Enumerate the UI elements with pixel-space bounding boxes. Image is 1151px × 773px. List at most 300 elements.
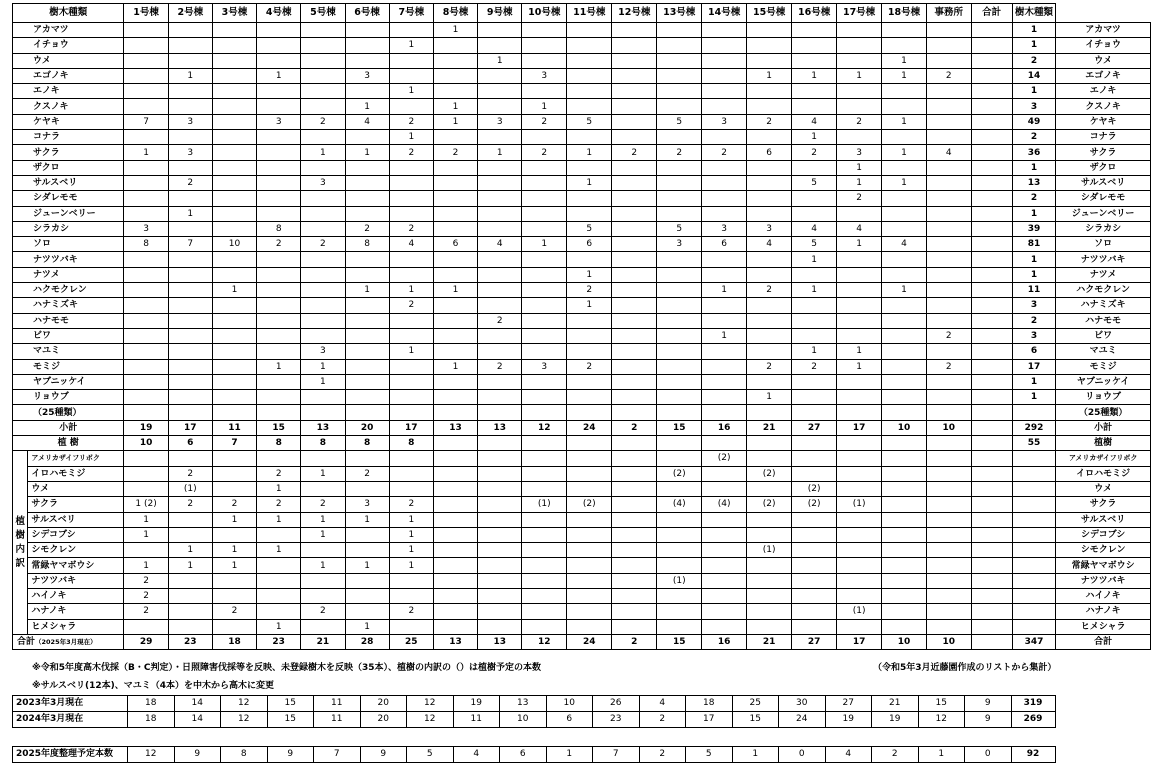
count-cell [927, 221, 972, 236]
grand-total-text: 合計 [17, 637, 36, 648]
breakdown-cell [657, 619, 702, 634]
count-cell: 1 [433, 23, 477, 38]
note-height-change: ※サルスベリ(12本)、マユミ（4本）を中木から高木に変更 [32, 681, 275, 691]
count-cell: 1 [882, 68, 927, 83]
species-name: マユミ [13, 344, 124, 359]
breakdown-cell: 1 [257, 481, 301, 496]
count-cell [612, 130, 657, 145]
count-cell [792, 328, 837, 343]
species-name-right: イチョウ [1056, 38, 1151, 53]
breakdown-row [13, 573, 1151, 588]
species-name: ナツツバキ [13, 252, 124, 267]
count-cell [345, 267, 389, 282]
species-row [13, 283, 1151, 298]
plan-cell: 8 [221, 747, 268, 763]
count-cell: 1 [257, 359, 301, 374]
count-cell [345, 328, 389, 343]
count-cell [389, 405, 433, 420]
breakdown-cell [478, 497, 522, 512]
breakdown-cell [478, 558, 522, 573]
count-cell [837, 252, 882, 267]
count-cell: 3 [702, 221, 747, 236]
breakdown-cell: 1 [168, 558, 212, 573]
breakdown-total [1012, 588, 1055, 603]
count-cell [657, 38, 702, 53]
count-cell [657, 252, 702, 267]
count-cell [792, 267, 837, 282]
count-cell [345, 84, 389, 99]
breakdown-cell: 1 [168, 543, 212, 558]
count-cell [124, 68, 168, 83]
count-cell [837, 374, 882, 389]
count-cell: 2 [522, 114, 567, 129]
breakdown-cell: (1) [837, 604, 882, 619]
row-total: 2 [1012, 313, 1055, 328]
count-cell [257, 298, 301, 313]
breakdown-cell: 1 [389, 558, 433, 573]
breakdown-cell [927, 497, 972, 512]
count-cell [124, 390, 168, 405]
count-cell [433, 374, 477, 389]
history-cell: 20 [360, 696, 407, 712]
count-cell [433, 221, 477, 236]
breakdown-cell [612, 466, 657, 481]
breakdown-cell [433, 451, 477, 466]
planted-cell [657, 436, 702, 451]
breakdown-cell: 1 [389, 512, 433, 527]
breakdown-cell [567, 543, 612, 558]
subtotal-cell: 2 [612, 420, 657, 435]
plan-cell: 12 [128, 747, 175, 763]
breakdown-cell [927, 573, 972, 588]
row-total: 1 [1012, 23, 1055, 38]
breakdown-cell [522, 451, 567, 466]
count-cell [345, 38, 389, 53]
breakdown-cell [882, 481, 927, 496]
history-cell: 17 [686, 712, 733, 728]
count-cell [212, 374, 256, 389]
breakdown-cell [971, 558, 1012, 573]
count-cell [971, 237, 1012, 252]
breakdown-name: アメリカザイフリボク [28, 451, 124, 466]
count-cell [927, 237, 972, 252]
row-total: 1 [1012, 252, 1055, 267]
grand-total-cell: 12 [522, 634, 567, 649]
breakdown-title-char: 訳 [15, 557, 25, 569]
breakdown-cell [837, 573, 882, 588]
count-cell [301, 191, 345, 206]
grand-total-cell: 10 [927, 634, 972, 649]
count-cell [124, 328, 168, 343]
count-cell [478, 130, 522, 145]
count-cell [927, 130, 972, 145]
count-cell [612, 390, 657, 405]
count-cell: 1 [301, 145, 345, 160]
row-total: 17 [1012, 359, 1055, 374]
count-cell: 2 [657, 145, 702, 160]
count-cell [389, 191, 433, 206]
count-cell [478, 68, 522, 83]
history-cell: 12 [407, 712, 454, 728]
breakdown-cell [882, 466, 927, 481]
count-cell [168, 160, 212, 175]
count-cell [389, 359, 433, 374]
history-cell: 4 [639, 696, 686, 712]
history-cell: 26 [593, 696, 640, 712]
breakdown-cell [478, 588, 522, 603]
breakdown-cell [927, 512, 972, 527]
count-cell: 1 [747, 68, 792, 83]
count-cell [612, 114, 657, 129]
count-cell [927, 390, 972, 405]
breakdown-cell [971, 619, 1012, 634]
count-cell [212, 130, 256, 145]
history-cell: 15 [918, 696, 965, 712]
breakdown-cell [612, 543, 657, 558]
history-cell: 24 [779, 712, 826, 728]
count-cell [478, 390, 522, 405]
species-row [13, 237, 1151, 252]
breakdown-cell [433, 604, 477, 619]
breakdown-cell [612, 588, 657, 603]
count-cell [927, 252, 972, 267]
planted-cell [837, 436, 882, 451]
header-cell: 15号棟 [747, 4, 792, 23]
count-cell [971, 283, 1012, 298]
row-total: 1 [1012, 374, 1055, 389]
row-total: 1 [1012, 38, 1055, 53]
count-cell: 2 [747, 283, 792, 298]
count-cell [478, 252, 522, 267]
count-cell [657, 390, 702, 405]
subtotal-label: 小計 [13, 420, 124, 435]
count-cell [567, 99, 612, 114]
breakdown-cell: 2 [257, 466, 301, 481]
breakdown-cell [792, 512, 837, 527]
grand-total-cell: 25 [389, 634, 433, 649]
grand-total-cell: 2 [612, 634, 657, 649]
count-cell [702, 160, 747, 175]
species-row [13, 53, 1151, 68]
breakdown-cell: 2 [124, 604, 168, 619]
breakdown-cell: 1 (2) [124, 497, 168, 512]
count-cell [301, 252, 345, 267]
count-cell [212, 38, 256, 53]
count-cell [702, 206, 747, 221]
count-cell: 1 [837, 359, 882, 374]
breakdown-cell [478, 604, 522, 619]
count-cell [522, 191, 567, 206]
count-cell [257, 267, 301, 282]
history-row [13, 696, 1056, 712]
breakdown-cell: 1 [301, 512, 345, 527]
breakdown-cell [792, 466, 837, 481]
plan-cell: 2 [639, 747, 686, 763]
count-cell: 10 [212, 237, 256, 252]
species-name-right: ナツツバキ [1056, 252, 1151, 267]
species-row [13, 206, 1151, 221]
subtotal-cell: 24 [567, 420, 612, 435]
species-name-right: ナツメ [1056, 267, 1151, 282]
count-cell: 1 [882, 283, 927, 298]
count-cell [389, 68, 433, 83]
count-cell [567, 38, 612, 53]
count-cell [837, 283, 882, 298]
breakdown-title [13, 451, 28, 635]
breakdown-cell [612, 558, 657, 573]
count-cell [168, 130, 212, 145]
breakdown-cell [882, 573, 927, 588]
breakdown-cell [124, 451, 168, 466]
row-total: 1 [1012, 206, 1055, 221]
count-cell [433, 328, 477, 343]
breakdown-cell: 1 [124, 558, 168, 573]
breakdown-cell [478, 619, 522, 634]
count-cell [882, 221, 927, 236]
count-cell [168, 267, 212, 282]
subtotal-cell: 21 [747, 420, 792, 435]
count-cell [971, 160, 1012, 175]
row-total: 1 [1012, 160, 1055, 175]
count-cell [612, 84, 657, 99]
breakdown-name-right: ハナノキ [1056, 604, 1151, 619]
count-cell [212, 53, 256, 68]
subtotal-cell: 15 [657, 420, 702, 435]
breakdown-cell: 1 [212, 558, 256, 573]
breakdown-cell [792, 451, 837, 466]
header-cell: 10号棟 [522, 4, 567, 23]
count-cell [971, 99, 1012, 114]
species-row [13, 328, 1151, 343]
breakdown-cell [522, 558, 567, 573]
plan-cell: 7 [314, 747, 361, 763]
breakdown-cell [747, 512, 792, 527]
breakdown-cell: 2 [301, 497, 345, 512]
subtotal-cell: 19 [124, 420, 168, 435]
history-cell: 15 [267, 696, 314, 712]
breakdown-cell [747, 588, 792, 603]
species-name: ソロ [13, 237, 124, 252]
species-name-right: エノキ [1056, 84, 1151, 99]
planted-cell: 8 [345, 436, 389, 451]
species-name: イチョウ [13, 38, 124, 53]
count-cell [124, 359, 168, 374]
count-cell [747, 23, 792, 38]
count-cell [345, 313, 389, 328]
count-cell [212, 405, 256, 420]
breakdown-name: イロハモミジ [28, 466, 124, 481]
count-cell [567, 23, 612, 38]
count-cell [212, 267, 256, 282]
breakdown-cell [345, 588, 389, 603]
species-row [13, 130, 1151, 145]
count-cell [882, 344, 927, 359]
count-cell [522, 283, 567, 298]
history-cell: 11 [314, 712, 361, 728]
count-cell [257, 328, 301, 343]
count-cell [301, 206, 345, 221]
breakdown-name: ナツツバキ [28, 573, 124, 588]
species-row [13, 313, 1151, 328]
count-cell [612, 313, 657, 328]
breakdown-cell [702, 481, 747, 496]
count-cell [433, 38, 477, 53]
count-cell [433, 298, 477, 313]
row-total: 2 [1012, 53, 1055, 68]
grand-total-cell: 24 [567, 634, 612, 649]
count-cell [124, 298, 168, 313]
count-cell: 2 [522, 145, 567, 160]
count-cell: 1 [837, 160, 882, 175]
count-cell [212, 191, 256, 206]
count-cell [124, 99, 168, 114]
count-cell [168, 405, 212, 420]
breakdown-cell [927, 451, 972, 466]
count-cell [612, 344, 657, 359]
count-cell [433, 53, 477, 68]
count-cell [124, 283, 168, 298]
count-cell [567, 252, 612, 267]
count-cell [657, 206, 702, 221]
count-cell: 2 [927, 328, 972, 343]
count-cell: 3 [747, 221, 792, 236]
count-cell [389, 313, 433, 328]
count-cell: 1 [702, 328, 747, 343]
breakdown-cell [702, 527, 747, 542]
breakdown-cell: 2 [168, 466, 212, 481]
grand-total-cell: 28 [345, 634, 389, 649]
header-species: 樹木種類 [13, 4, 124, 23]
breakdown-name: ハナノキ [28, 604, 124, 619]
breakdown-cell [389, 481, 433, 496]
breakdown-row [13, 558, 1151, 573]
count-cell [792, 23, 837, 38]
count-cell [747, 99, 792, 114]
history-cell: 19 [872, 712, 919, 728]
count-cell [522, 374, 567, 389]
breakdown-cell [257, 588, 301, 603]
count-cell: 1 [433, 99, 477, 114]
count-cell [301, 68, 345, 83]
count-cell [389, 252, 433, 267]
breakdown-cell [612, 604, 657, 619]
header-cell: 樹木種類 [1012, 4, 1055, 23]
breakdown-total [1012, 527, 1055, 542]
species-row [13, 175, 1151, 190]
species-row [13, 267, 1151, 282]
row-total: 3 [1012, 99, 1055, 114]
header-cell: 7号棟 [389, 4, 433, 23]
breakdown-name-right: サルスベリ [1056, 512, 1151, 527]
breakdown-row [13, 481, 1151, 496]
breakdown-name: サルスベリ [28, 512, 124, 527]
count-cell [612, 237, 657, 252]
count-cell [389, 390, 433, 405]
count-cell [433, 160, 477, 175]
species-name: ハクモクレン [13, 283, 124, 298]
breakdown-cell: 2 [168, 497, 212, 512]
count-cell [522, 53, 567, 68]
count-cell: 1 [345, 99, 389, 114]
count-cell [301, 38, 345, 53]
count-cell [257, 344, 301, 359]
grand-total-cell: 21 [747, 634, 792, 649]
species-name-right: ビワ [1056, 328, 1151, 343]
grand-total-cell: 13 [478, 634, 522, 649]
breakdown-cell [478, 573, 522, 588]
species-name-right: サルスベリ [1056, 175, 1151, 190]
breakdown-cell: (4) [702, 497, 747, 512]
planted-cell: 8 [257, 436, 301, 451]
count-cell [927, 160, 972, 175]
breakdown-cell [971, 543, 1012, 558]
count-cell [478, 206, 522, 221]
count-cell [882, 130, 927, 145]
count-cell [433, 206, 477, 221]
breakdown-name-right: アメリカザイフリボク [1056, 451, 1151, 466]
count-cell: 2 [389, 298, 433, 313]
breakdown-cell [837, 543, 882, 558]
count-cell [792, 84, 837, 99]
subtotal-cell: 11 [212, 420, 256, 435]
count-cell [389, 160, 433, 175]
count-cell: 4 [882, 237, 927, 252]
breakdown-name: 常緑ヤマボウシ [28, 558, 124, 573]
species-name: シダレモモ [13, 191, 124, 206]
count-cell [702, 84, 747, 99]
history-cell: 10 [500, 712, 547, 728]
subtotal-label-right: 小計 [1056, 420, 1151, 435]
count-cell: 7 [124, 114, 168, 129]
planted-cell [927, 436, 972, 451]
header-cell: 14号棟 [702, 4, 747, 23]
count-cell [657, 267, 702, 282]
breakdown-name: シモクレン [28, 543, 124, 558]
breakdown-cell: 1 [124, 527, 168, 542]
breakdown-cell: 2 [212, 497, 256, 512]
count-cell [478, 160, 522, 175]
count-cell [478, 374, 522, 389]
count-cell [747, 344, 792, 359]
count-cell [612, 175, 657, 190]
planted-label: 植 樹 [13, 436, 124, 451]
history-cell: 14 [174, 712, 221, 728]
count-cell [702, 313, 747, 328]
row-total: 39 [1012, 221, 1055, 236]
count-cell [433, 267, 477, 282]
count-cell [657, 328, 702, 343]
count-cell [702, 298, 747, 313]
count-cell: 2 [257, 237, 301, 252]
breakdown-cell: 1 [257, 543, 301, 558]
count-cell: 5 [567, 114, 612, 129]
count-cell [522, 298, 567, 313]
breakdown-cell [747, 451, 792, 466]
count-cell [257, 53, 301, 68]
grand-total-cell: 16 [702, 634, 747, 649]
planted-cell: 7 [212, 436, 256, 451]
breakdown-title-char: 樹 [15, 529, 25, 541]
row-total: 2 [1012, 130, 1055, 145]
count-cell [567, 206, 612, 221]
history-cell: 18 [686, 696, 733, 712]
row-total: 3 [1012, 328, 1055, 343]
plan-cell: 5 [686, 747, 733, 763]
count-cell [882, 84, 927, 99]
breakdown-name-right: ナツツバキ [1056, 573, 1151, 588]
breakdown-cell [567, 481, 612, 496]
count-cell: 5 [567, 221, 612, 236]
